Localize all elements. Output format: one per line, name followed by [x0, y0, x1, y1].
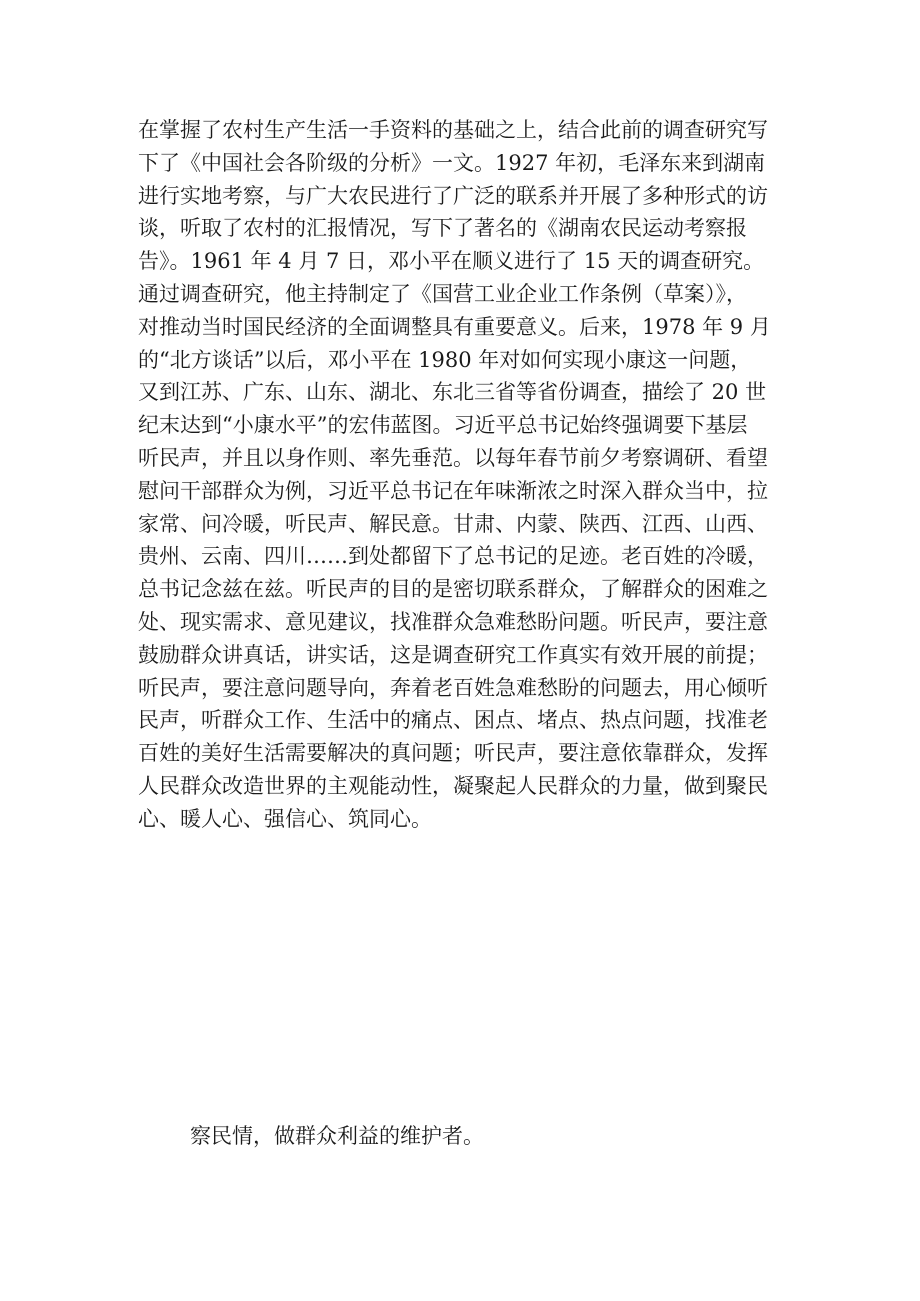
paragraph-line: 心、暖人心、强信心、筑同心。 [138, 806, 432, 831]
paragraph-line: 又到江苏、广东、山东、湖北、东北三省等省份调查，描绘了 20 世 [138, 380, 767, 405]
paragraph-line: 的“北方谈话”以后，邓小平在 1980 年对如何实现小康这一问题， [138, 347, 752, 372]
paragraph-line: 对推动当时国民经济的全面调整具有重要意义。后来，1978 年 9 月 [138, 314, 771, 339]
paragraph-line: 百姓的美好生活需要解决的真问题；听民声，要注意依靠群众，发挥 [138, 741, 768, 766]
paragraph-line: 通过调查研究，他主持制定了《国营工业企业工作条例（草案）》， [138, 281, 747, 306]
paragraph-line: 纪末达到“小康水平”的宏伟蓝图。习近平总书记始终强调要下基层 [138, 413, 748, 438]
paragraph-line: 进行实地考察，与广大农民进行了广泛的联系并开展了多种形式的访 [138, 183, 768, 208]
paragraph-line: 总书记念兹在兹。听民声的目的是密切联系群众，了解群众的困难之 [138, 577, 768, 602]
paragraph-line: 下了《中国社会各阶级的分析》一文。1927 年初，毛泽东来到湖南 [138, 150, 766, 175]
paragraph-line: 人民群众改造世界的主观能动性，凝聚起人民群众的力量，做到聚民 [138, 773, 768, 798]
paragraph-line: 听民声，要注意问题导向，奔着老百姓急难愁盼的问题去，用心倾听 [138, 675, 768, 700]
section-heading: 察民情，做群众利益的维护者。 [190, 1124, 484, 1148]
paragraph-line: 谈，听取了农村的汇报情况，写下了著名的《湖南农民运动考察报 [138, 216, 747, 241]
paragraph-line: 告》。1961 年 4 月 7 日，邓小平在顺义进行了 15 天的调查研究。 [138, 249, 765, 274]
paragraph-line: 贵州、云南、四川……到处都留下了总书记的足迹。老百姓的冷暖， [138, 544, 768, 569]
paragraph-line: 在掌握了农村生产生活一手资料的基础之上，结合此前的调查研究写 [138, 118, 768, 142]
paragraph-line: 慰问干部群众为例，习近平总书记在年味渐浓之时深入群众当中，拉 [138, 478, 768, 503]
paragraph-line: 鼓励群众讲真话，讲实话，这是调查研究工作真实有效开展的前提； [138, 642, 768, 667]
paragraph-line: 民声，听群众工作、生活中的痛点、困点、堵点、热点问题，找准老 [138, 708, 768, 733]
paragraph-line: 听民声，并且以身作则、率先垂范。以每年春节前夕考察调研、看望 [138, 445, 768, 470]
body-paragraph [138, 114, 818, 836]
paragraph-line: 家常、问冷暖，听民声、解民意。甘肃、内蒙、陕西、江西、山西、 [138, 511, 768, 536]
paragraph-line: 处、现实需求、意见建议，找准群众急难愁盼问题。听民声，要注意 [138, 609, 768, 634]
